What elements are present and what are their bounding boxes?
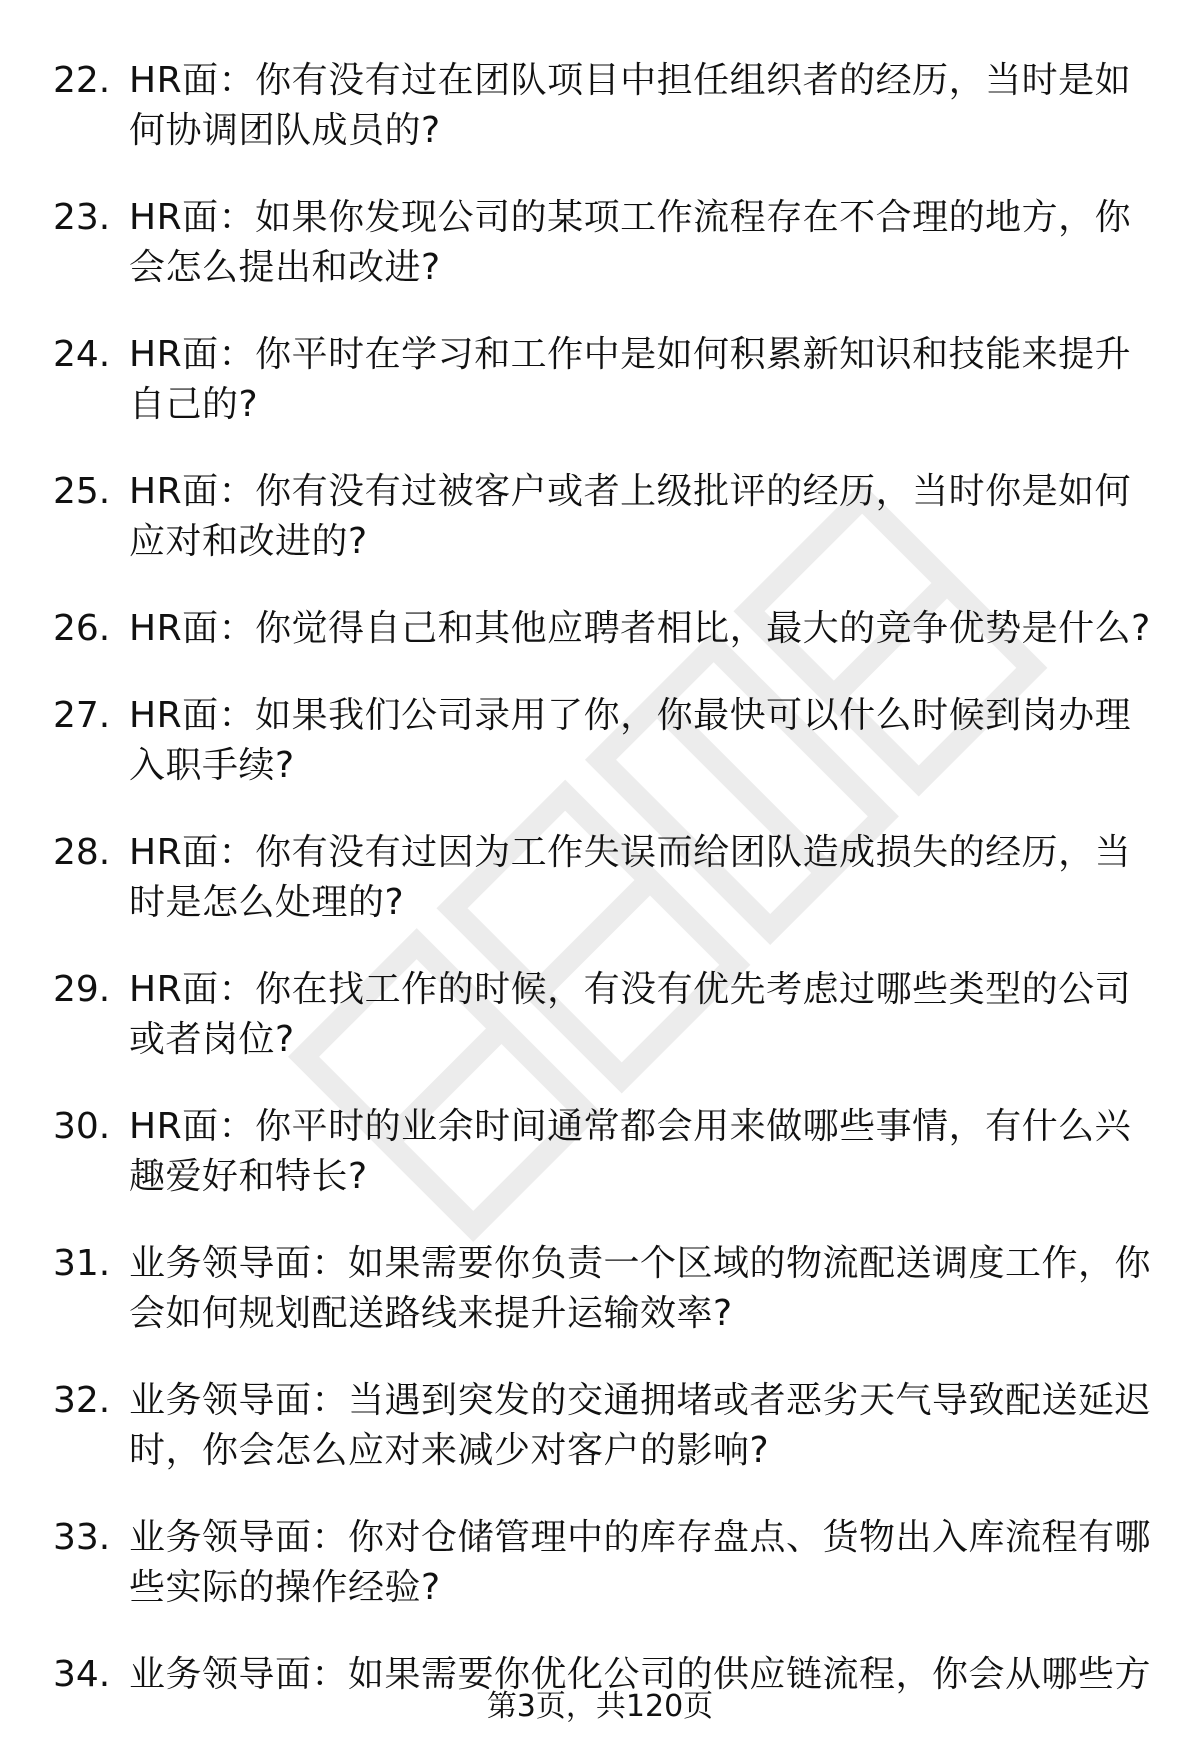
- question-number: 30.: [53, 1106, 111, 1147]
- question-text: 业务领导面：你对仓储管理中的库存盘点、货物出入库流程有哪些实际的操作经验?: [129, 1517, 1152, 1608]
- list-item: [0, 193, 1200, 293]
- list-item: [0, 467, 1200, 567]
- question-text: HR面：你有没有过因为工作失误而给团队造成损失的经历，当时是怎么处理的?: [129, 832, 1132, 923]
- question-number: 23.: [53, 197, 111, 238]
- question-number: 31.: [53, 1243, 111, 1284]
- question-number: 26.: [53, 608, 111, 649]
- list-item: [0, 965, 1200, 1065]
- question-text: HR面：如果你发现公司的某项工作流程存在不合理的地方，你会怎么提出和改进?: [129, 197, 1132, 288]
- question-number: 27.: [53, 695, 111, 736]
- question-text: 业务领导面：当遇到突发的交通拥堵或者恶劣天气导致配送延迟时，你会怎么应对来减少对客户的影响?: [129, 1380, 1152, 1471]
- list-item: [0, 1376, 1200, 1476]
- question-number: 34.: [53, 1654, 111, 1695]
- page-footer: [0, 1687, 1200, 1727]
- list-item: [0, 1513, 1200, 1613]
- question-number: 24.: [53, 334, 111, 375]
- list-item: [0, 1102, 1200, 1202]
- question-list: [0, 56, 1200, 1737]
- question-text: HR面：你觉得自己和其他应聘者相比，最大的竞争优势是什么?: [129, 608, 1151, 649]
- list-item: [0, 330, 1200, 430]
- question-text: HR面：你有没有过被客户或者上级批评的经历，当时你是如何应对和改进的?: [129, 471, 1132, 562]
- question-text: 业务领导面：如果需要你优化公司的供应链流程，你会从哪些方: [129, 1654, 1152, 1695]
- question-number: 28.: [53, 832, 111, 873]
- page-number-label: 第3页，共120页: [486, 1689, 714, 1724]
- question-number: 25.: [53, 471, 111, 512]
- list-item: [0, 691, 1200, 791]
- question-text: HR面：你平时在学习和工作中是如何积累新知识和技能来提升自己的?: [129, 334, 1132, 425]
- question-number: 32.: [53, 1380, 111, 1421]
- list-item: [0, 56, 1200, 156]
- question-number: 33.: [53, 1517, 111, 1558]
- question-number: 29.: [53, 969, 111, 1010]
- question-text: HR面：你有没有过在团队项目中担任组织者的经历，当时是如何协调团队成员的?: [129, 60, 1132, 151]
- list-item: [0, 1239, 1200, 1339]
- question-text: HR面：你平时的业余时间通常都会用来做哪些事情，有什么兴趣爱好和特长?: [129, 1106, 1132, 1197]
- list-item: [0, 604, 1200, 654]
- question-text: HR面：如果我们公司录用了你，你最快可以什么时候到岗办理入职手续?: [129, 695, 1132, 786]
- question-number: 22.: [53, 60, 111, 101]
- question-text: HR面：你在找工作的时候，有没有优先考虑过哪些类型的公司或者岗位?: [129, 969, 1132, 1060]
- question-text: 业务领导面：如果需要你负责一个区域的物流配送调度工作，你会如何规划配送路线来提升运输效率?: [129, 1243, 1152, 1334]
- list-item: [0, 828, 1200, 928]
